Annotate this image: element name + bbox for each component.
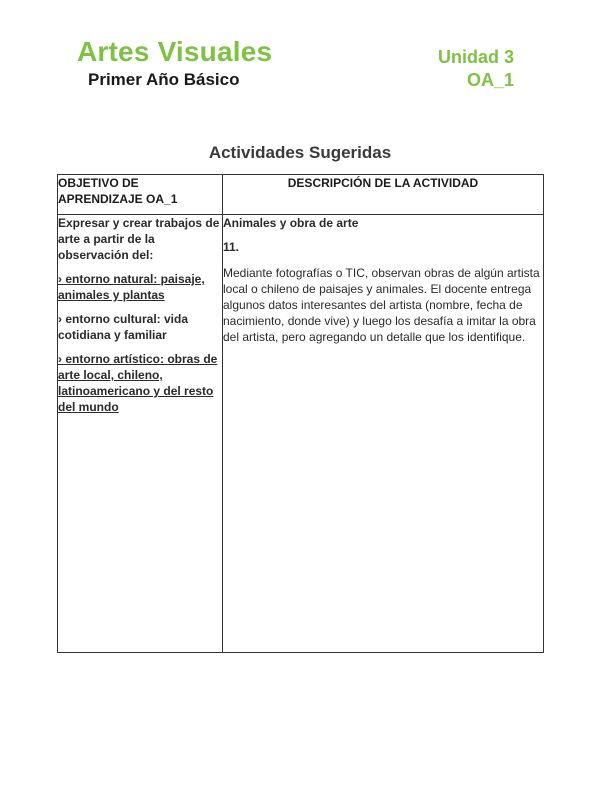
header-left [77,36,272,90]
objective-intro: Expresar y crear trabajos de arte a partir de la observación del: [58,216,220,262]
objective-item-artistic: › entorno artístico: obras de arte local, chileno, latinoamericano y del resto del mundo [58,352,218,414]
section-title: Actividades Sugeridas [208,143,392,162]
header-right [438,46,514,91]
activities-table [57,174,544,653]
objective-header: OBJETIVO DE APRENDIZAJE OA_1 [58,175,223,215]
objective-item-natural: › entorno natural: paisaje, animales y plantas [58,272,205,302]
objective-item-cultural: › entorno cultural: vida cotidiana y familiar [58,312,189,342]
oa-label: OA_1 [466,70,514,90]
objective-cell [58,215,223,653]
activity-title: Animales y obra de arte [223,216,359,230]
activity-number: 11. [223,240,240,254]
table-header-row [58,175,544,215]
activity-cell [223,215,544,653]
unit-label: Unidad 3 [437,47,514,67]
table-row [58,215,544,653]
activity-description: Mediante fotografías o TIC, observan obras de algún artista local o chileno de paisajes y animales. El docente entrega algunos datos interesantes del artista (nombre, fecha de nacimiento, donde vive) y luego los desafía a imitar la obra del artista, pero agregando un detalle que los identifique. [223,266,540,344]
description-header: DESCRIPCIÓN DE LA ACTIVIDAD [223,175,544,215]
document-title: Artes Visuales [77,36,273,67]
document-subtitle: Primer Año Básico [88,70,240,89]
